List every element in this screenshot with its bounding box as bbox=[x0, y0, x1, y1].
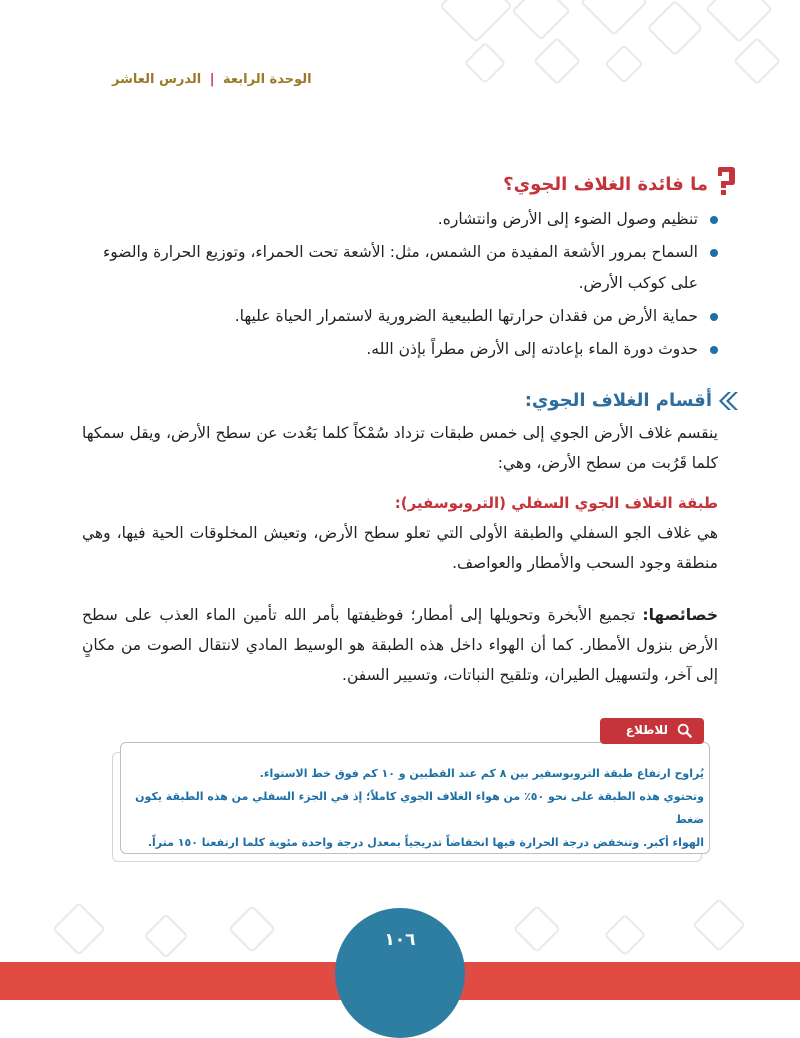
list-item bbox=[88, 301, 718, 332]
bullet-dot-icon bbox=[710, 216, 718, 224]
decor-diamond bbox=[604, 914, 646, 956]
decor-diamond bbox=[513, 905, 561, 953]
decor-diamond bbox=[647, 0, 704, 56]
decor-diamond bbox=[533, 37, 581, 85]
decor-diamond bbox=[580, 0, 648, 36]
info-line: الهواء أكبر. وتنخفض درجة الحرارة فيها انخفاضاً تدريجياً بمعدل درجة واحدة مئوية كلما ارتفعنا ١٥٠ متراً. bbox=[147, 836, 704, 849]
question-mark-icon bbox=[714, 166, 736, 196]
decor-diamond bbox=[464, 42, 506, 84]
troposphere-description: هي غلاف الجو السفلي والطبقة الأولى التي تعلو سطح الأرض، وتعيش المخلوقات الحية فيها، وهي منطقة وجود السحب والأمطار والعواصف. bbox=[82, 524, 718, 572]
info-text bbox=[114, 762, 704, 854]
decor-diamond bbox=[604, 44, 644, 84]
info-line: وتحتوي هذه الطبقة على نحو ٥٠٪ من هواء الغلاف الجوي كاملاً؛ إذ في الجزء السفلي من هذه الطبقة يكون ضغط bbox=[135, 790, 704, 826]
decor-diamond bbox=[52, 902, 106, 956]
section-title: أقسام الغلاف الجوي: bbox=[524, 390, 712, 411]
list-item bbox=[88, 334, 718, 365]
list-item bbox=[88, 237, 718, 299]
decor-diamond bbox=[143, 913, 188, 958]
list-item bbox=[88, 204, 718, 235]
features-text: تجميع الأبخرة وتحويلها إلى أمطار؛ فوظيفتها بأمر الله تأمين الماء العذب على سطح الأرض بنزول الأمطار. كما أن الهواء داخل هذه الطبقة هو الوسيط المادي لانتقال الصوت من مكانٍ إلى آخر، ولتسهيل الطيران، وتلقيح النباتات، وتسيير السفن. bbox=[82, 606, 718, 684]
header-separator: | bbox=[209, 72, 215, 87]
page-number-circle bbox=[335, 908, 465, 1038]
list-item-text: حدوث دورة الماء بإعادته إلى الأرض مطراً بإذن الله. bbox=[366, 340, 698, 358]
magnifier-icon bbox=[676, 722, 694, 740]
bullet-dot-icon bbox=[710, 313, 718, 321]
decor-diamond bbox=[511, 0, 570, 41]
list-item-text: تنظيم وصول الضوء إلى الأرض وانتشاره. bbox=[437, 210, 698, 228]
list-item-text: السماح بمرور الأشعة المفيدة من الشمس، مثل: الأشعة تحت الحمراء، وتوزيع الحرارة والضوء على كوكب الأرض. bbox=[103, 243, 698, 292]
question-title: ما فائدة الغلاف الجوي؟ bbox=[503, 174, 708, 195]
troposphere-features bbox=[82, 600, 718, 690]
info-tab-label: للاطلاع bbox=[625, 723, 668, 737]
decor-diamond bbox=[228, 905, 276, 953]
bullet-dot-icon bbox=[710, 249, 718, 257]
info-line: يُراوح ارتفاع طبقة التروبوسفير بين ٨ كم عند القطبين و ١٠ كم فوق خط الاستواء. bbox=[259, 767, 704, 780]
unit-label: الوحدة الرابعة bbox=[223, 72, 312, 87]
double-chevron-icon bbox=[716, 390, 738, 412]
info-tab bbox=[600, 718, 704, 744]
troposphere-title: طبقة الغلاف الجوي السفلي (التروبوسفير): bbox=[394, 494, 718, 512]
benefits-list bbox=[88, 204, 718, 365]
features-label: خصائصها: bbox=[642, 606, 718, 624]
list-item-text: حماية الأرض من فقدان حرارتها الطبيعية الضرورية لاستمرار الحياة عليها. bbox=[234, 307, 698, 325]
decor-diamond bbox=[705, 0, 773, 43]
decor-diamond bbox=[733, 37, 781, 85]
section-intro: ينقسم غلاف الأرض الجوي إلى خمس طبقات تزداد سُمْكاً كلما بَعُدت عن سطح الأرض، ويقل سمكها كلما قَرُبت من سطح الأرض، وهي: bbox=[82, 424, 718, 472]
lesson-label: الدرس العاشر bbox=[112, 72, 202, 87]
page-number: ١٠٦ bbox=[384, 930, 416, 950]
decor-diamond bbox=[439, 0, 513, 43]
page-header bbox=[112, 72, 312, 87]
bullet-dot-icon bbox=[710, 346, 718, 354]
decor-diamond bbox=[692, 898, 746, 952]
